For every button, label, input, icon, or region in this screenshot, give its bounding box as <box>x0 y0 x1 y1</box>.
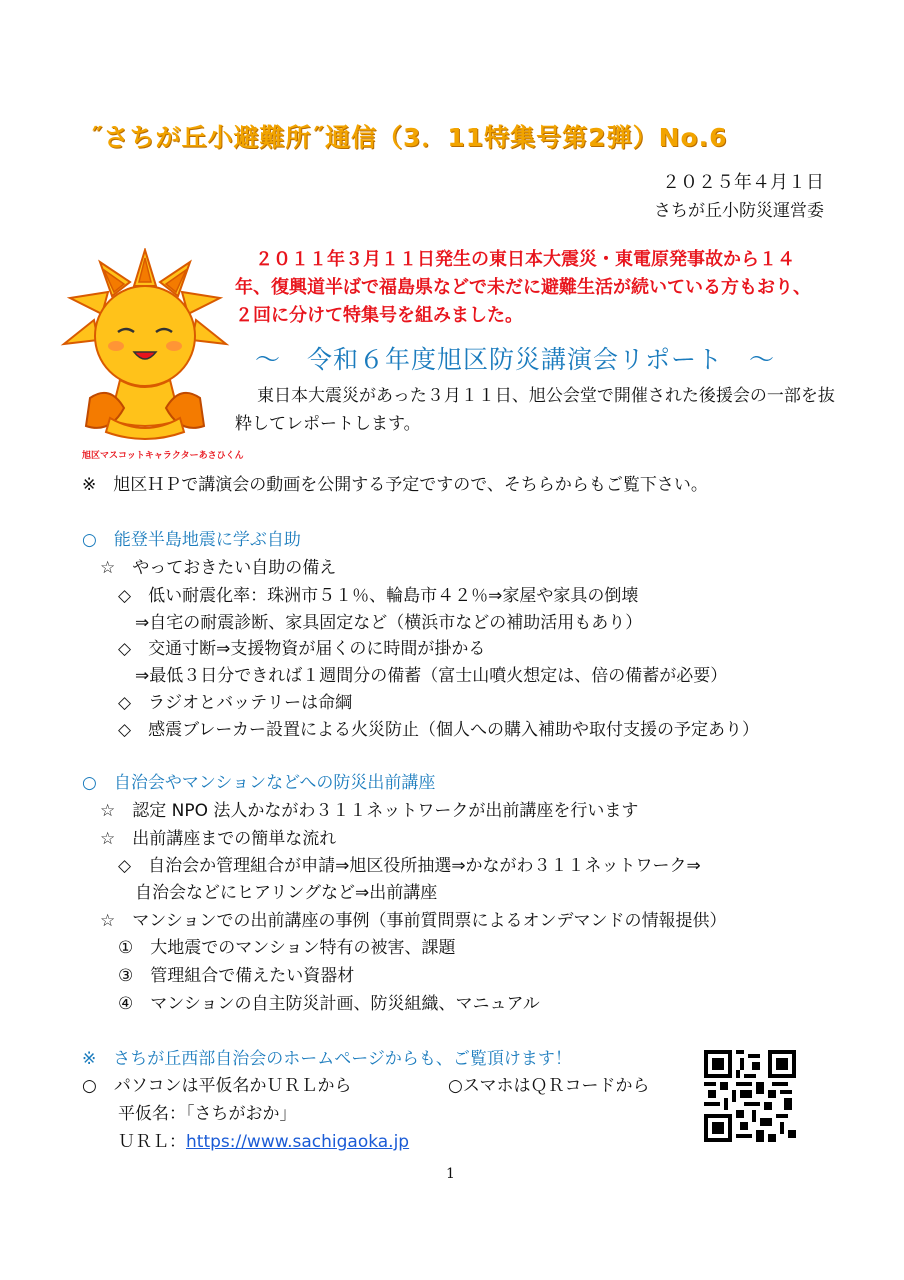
hiragana-text: 平仮名：「さちがおか」 <box>118 1104 297 1124</box>
page-number: 1 <box>446 1166 455 1182</box>
asahi-kun-mascot-illustration <box>60 248 230 443</box>
section2-heading: ○ 自治会やマンションなどへの防災出前講座 <box>82 773 436 793</box>
organization-name: さちが丘小防災運営委 <box>654 201 824 221</box>
url-label: ＵＲＬ： <box>118 1132 186 1152</box>
newsletter-title: ˝さちが丘小避難所˝通信（3．11特集号第2弾）No.6 <box>90 123 728 152</box>
intro-paragraph: 東日本大震災があった３月１１日、旭公会堂で開催された後援会の一部を抜粋してレポートします。 <box>235 386 835 434</box>
pc-access-text: ○ パソコンは平仮名かＵＲＬから <box>82 1076 352 1096</box>
section1-line: ◇ 低い耐震化率：珠洲市５１％、輪島市４２％⇒家屋や家具の倒壊 <box>118 586 639 606</box>
section2-line: ① 大地震でのマンション特有の被害、課題 <box>118 938 456 958</box>
section2-line: ☆ 認定 NPO 法人かながわ３１１ネットワークが出前講座を行います <box>100 801 639 821</box>
section2-line: 自治会などにヒアリングなど⇒出前講座 <box>135 883 438 903</box>
phone-access-text: ○スマホはＱＲコードから <box>448 1076 650 1096</box>
qr-code-image[interactable] <box>704 1050 796 1142</box>
mascot-caption: 旭区マスコットキャラクターあさひくん <box>82 451 244 461</box>
section1-subheading: ☆ やっておきたい自助の備え <box>100 558 337 578</box>
section1-line: ◇ 交通寸断⇒支援物資が届くのに時間が掛かる <box>118 639 486 659</box>
section1-heading: ○ 能登半島地震に学ぶ自助 <box>82 530 301 550</box>
issue-date: ２０２５年４月１日 <box>662 172 824 193</box>
section2-line: ☆ マンションでの出前講座の事例（事前質問票によるオンデマンドの情報提供） <box>100 911 727 931</box>
report-subtitle: ～ 令和６年度旭区防災講演会リポート ～ <box>255 345 776 374</box>
section1-line: ◇ 感震ブレーカー設置による火災防止（個人への購入補助や取付支援の予定あり） <box>118 720 760 740</box>
lead-red-paragraph: ２０１１年３月１１日発生の東日本大震災・東電原発事故から１４年、復興道半ばで福島県などで未だに避難生活が続いている方もおり、２回に分けて特集号を組みました。 <box>235 249 811 326</box>
homepage-heading: ※ さちが丘西部自治会のホームページからも、ご覧頂けます！ <box>82 1049 572 1069</box>
video-note: ※ 旭区ＨＰで講演会の動画を公開する予定ですので、そちらからもご覧下さい。 <box>82 475 708 495</box>
url-line <box>118 1127 409 1152</box>
section2-line: ④ マンションの自主防災計画、防災組織、マニュアル <box>118 994 540 1014</box>
section2-line: ☆ 出前講座までの簡単な流れ <box>100 829 337 849</box>
section1-line: ⇒最低３日分できれば１週間分の備蓄（富士山噴火想定は、倍の備蓄が必要） <box>135 666 728 686</box>
homepage-link[interactable]: https://www.sachigaoka.jp <box>186 1132 410 1152</box>
section2-line: ③ 管理組合で備えたい資器材 <box>118 966 355 986</box>
section2-line: ◇ 自治会か管理組合が申請⇒旭区役所抽選⇒かながわ３１１ネットワーク⇒ <box>118 856 701 876</box>
section1-line: ⇒自宅の耐震診断、家具固定など（横浜市などの補助活用もあり） <box>135 613 643 633</box>
section1-line: ◇ ラジオとバッテリーは命綱 <box>118 693 353 713</box>
